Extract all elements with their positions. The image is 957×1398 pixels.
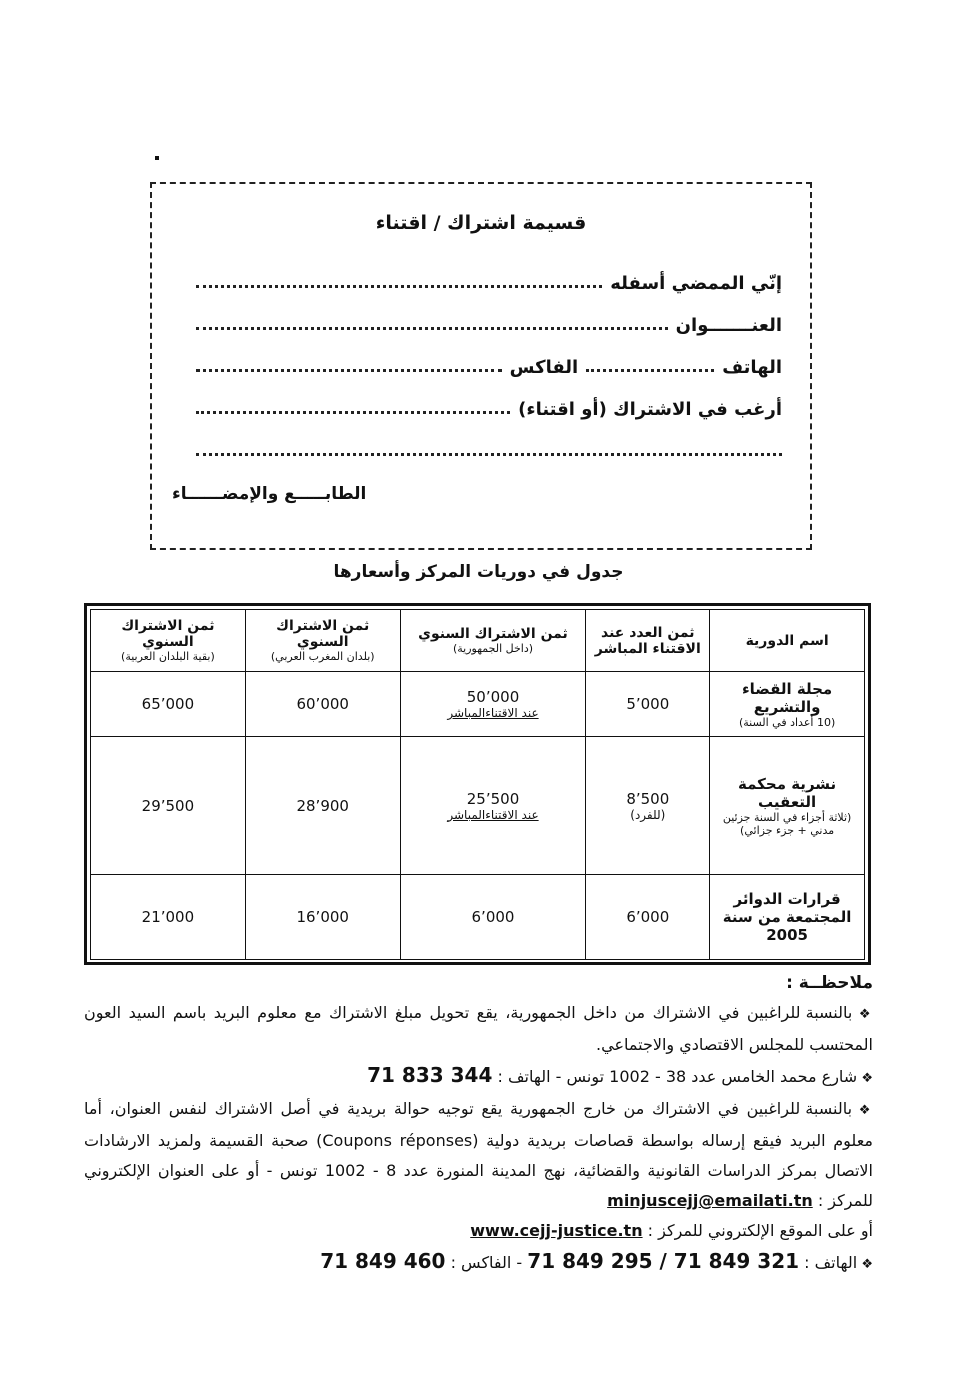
row-name: قرارات الدوائر المجتمعة من سنة 2005 — [710, 875, 865, 960]
name-field-line — [188, 264, 782, 294]
subscription-coupon — [150, 182, 812, 550]
subscribe-field-line — [188, 390, 782, 420]
notes-section — [84, 968, 873, 1280]
fax-label: الفاكس — [509, 357, 579, 378]
extra-dotted-field[interactable] — [196, 453, 782, 456]
extra-field-line — [188, 432, 782, 462]
subscribe-label: أرغب في الاشتراك (أو اقتناء) — [518, 399, 782, 420]
row-arab: 65٬000 — [91, 672, 246, 737]
note-contacts: ❖ الهاتف : 71 849 295 / 71 849 321 - الفاكس : 71 849 460 — [84, 1246, 873, 1280]
note-website: أو على الموقع الإلكتروني للمركز : www.cejj-justice.tn — [84, 1216, 873, 1246]
row-arab: 21٬000 — [91, 875, 246, 960]
note-address: ❖ شارع محمد الخامس عدد 38 - 1002 تونس - الهاتف : 71 833 344 — [84, 1060, 873, 1094]
address-dotted-field[interactable] — [196, 327, 668, 330]
col-header-arab: ثمن الاشتراك السنوي (بقية البلدان العربية) — [91, 610, 246, 672]
email-link[interactable]: minjuscejj@emailati.tn — [607, 1191, 813, 1210]
prices-table — [90, 609, 865, 960]
table-row — [91, 672, 865, 737]
notes-heading: ملاحظــة : — [786, 973, 873, 993]
row-issue-price: 6٬000 — [586, 875, 710, 960]
corner-dot — [155, 156, 159, 160]
stamp-signature-label: الطابـــــع والإمضــــــاء — [172, 484, 367, 504]
row-domestic: 25٬500 عند الاقتناءالمباشر — [400, 737, 586, 875]
table-title: جدول في دوريات المركز وأسعارها — [333, 562, 624, 582]
subscribe-dotted-field[interactable] — [196, 411, 510, 414]
name-label: إنّي الممضي أسفله — [610, 273, 782, 294]
phone-dotted-field[interactable] — [586, 369, 714, 372]
name-dotted-field[interactable] — [196, 285, 602, 288]
table-header-row — [91, 610, 865, 672]
row-domestic: 50٬000 عند الاقتناءالمباشر — [400, 672, 586, 737]
website-link[interactable]: www.cejj-justice.tn — [470, 1221, 643, 1240]
table-row — [91, 737, 865, 875]
col-header-issue-price: ثمن العدد عند الاقتناء المباشر — [586, 610, 710, 672]
address-label: العنـــــــوان — [675, 315, 782, 336]
fax-number: 71 849 460 — [320, 1249, 446, 1273]
phone-fax-line — [188, 348, 782, 378]
row-maghreb: 60٬000 — [245, 672, 400, 737]
note-domestic: ❖ بالنسبة للراغبين في الاشتراك من داخل الجمهورية، يقع تحويل مبلغ الاشتراك مع معلوم البريد باسم السيد العون المحتسب للمجلس الاقتصادي والاجتماعي. — [84, 998, 873, 1060]
col-header-maghreb: ثمن الاشتراك السنوي (بلدان المغرب العربي) — [245, 610, 400, 672]
row-name: مجلة القضاء والتشريع (10 أعداد في السنة) — [710, 672, 865, 737]
col-header-domestic: ثمن الاشتراك السنوي (داخل الجمهورية) — [400, 610, 586, 672]
row-issue-price: 8٬500 (للفرد) — [586, 737, 710, 875]
note-foreign: ❖ بالنسبة للراغبين في الاشتراك من خارج الجمهورية يقع توجيه حوالة بريدية في أصل الاشتراك لنفس العنوان، أما معلوم البريد فيقع إرساله بواسطة قصاصات بريدية دولية (Coupons réponses) صحبة القسيمة ولمزيد الارشادات الاتصال بمركز الدراسات القانونية والقضائية، نهج المدينة المنورة عدد 8 - 1002 تونس - أو على العنوان الإلكتروني للمركز : minjuscejj@emailati.tn — [84, 1094, 873, 1216]
table-row — [91, 875, 865, 960]
phone-number: 71 833 344 — [367, 1063, 493, 1087]
address-field-line — [188, 306, 782, 336]
coupon-title: قسيمة اشتراك / اقتناء — [375, 212, 587, 234]
prices-table-frame — [84, 603, 871, 965]
row-name: نشرية محكمة التعقيب (ثلاثة أجزاء في السنة جزئين مدني + جزء جزائي) — [710, 737, 865, 875]
col-header-name: اسم الدورية — [710, 610, 865, 672]
row-maghreb: 16٬000 — [245, 875, 400, 960]
phone-label: الهاتف — [722, 357, 782, 378]
row-arab: 29٬500 — [91, 737, 246, 875]
contact-phones: 71 849 295 / 71 849 321 — [527, 1249, 800, 1273]
row-issue-price: 5٬000 — [586, 672, 710, 737]
row-maghreb: 28٬900 — [245, 737, 400, 875]
fax-dotted-field[interactable] — [196, 369, 502, 372]
row-domestic: 6٬000 — [400, 875, 586, 960]
